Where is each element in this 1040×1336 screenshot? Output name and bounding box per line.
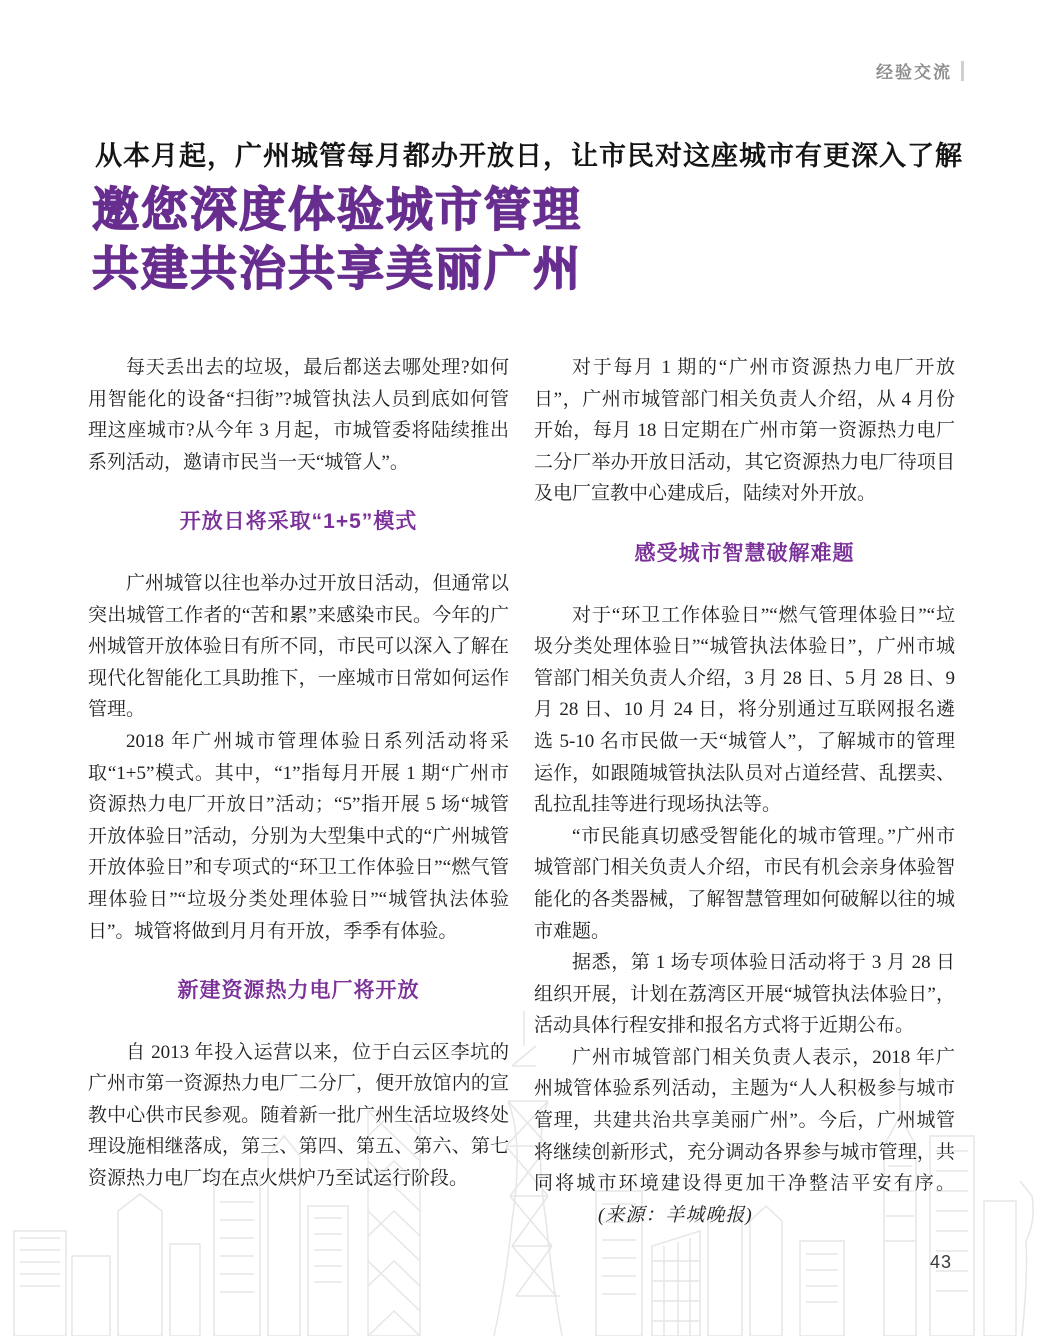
source-credit: (来源：羊城晚报) bbox=[598, 1204, 753, 1226]
paragraph: 广州城管以往也举办过开放日活动，但通常以突出城管工作者的“苦和累”来感染市民。今年的广州城管开放体验日有所不同，市民可以深入了解在现代化智能化工具助推下，一座城市日常如何运作管理。 bbox=[88, 572, 509, 721]
section-heading-new-plants: 新建资源热力电厂将开放 bbox=[177, 979, 420, 1003]
article-body bbox=[88, 352, 956, 1231]
left-column bbox=[88, 352, 509, 1231]
paragraph: 自 2013 年投入运营以来，位于白云区李坑的广州市第一资源热力电厂二分厂，便开放馆内的宣教中心供市民参观。随着新一批广州生活垃圾终处理设施相继落成，第三、第四、第五、第六、第七资源热力电厂均在点火烘炉乃至试运行阶段。 bbox=[88, 1041, 509, 1190]
title-line-1: 邀您深度体验城市管理 bbox=[92, 183, 582, 236]
title-line-2: 共建共治共享美丽广州 bbox=[92, 242, 582, 295]
paragraph: 对于每月 1 期的“广州市资源热力电厂开放日”，广州市城管部门相关负责人介绍，从 4 月份开始，每月 18 日定期在广州市第一资源热力电厂二分厂举办开放日活动，其它资源热力电厂待项目及电厂宣教中心建成后，陆续对外开放。 bbox=[534, 357, 955, 505]
page-number: 43 bbox=[929, 1252, 952, 1272]
paragraph-intro: 每天丢出去的垃圾，最后都送去哪处理?如何用智能化的设备“扫街”?城管执法人员到底如何管理这座城市?从今年 3 月起，市城管委将陆续推出系列活动，邀请市民当一天“城管人”。 bbox=[88, 357, 509, 473]
paragraph: 2018 年广州城市管理体验日系列活动将采取“1+5”模式。其中，“1”指每月开展 1 期“广州市资源热力电厂开放日”活动；“5”指开展 5 场“城管开放体验日”活动，分别为大型集中式的“广州城管开放体验日”和专项式的“环卫工作体验日”“燃气管理体验日”“垃圾分类处理体验日”“城管执法体验日”。城管将做到月月有开放，季季有体验。 bbox=[88, 730, 509, 942]
closing-text: 广州市城管部门相关负责人表示，2018 年广州城管体验系列活动，主题为“人人积极参与城市管理，共建共治共享美丽广州”。今后，广州城管将继续创新形式，充分调动各界参与城市管理，共同将城市环境建设得更加干净整洁平安有序。 bbox=[534, 1046, 955, 1195]
section-label: 经验交流 bbox=[876, 63, 952, 82]
paragraph-closing bbox=[534, 1042, 955, 1232]
article-title bbox=[92, 180, 582, 298]
section-heading-smart-city: 感受城市智慧破解难题 bbox=[634, 541, 855, 565]
paragraph: 据悉，第 1 场专项体验日活动将于 3 月 28 日组织开展，计划在荔湾区开展“城管执法体验日”，活动具体行程安排和报名方式将于近期公布。 bbox=[534, 952, 955, 1037]
running-head-rule bbox=[961, 61, 964, 81]
paragraph: 对于“环卫工作体验日”“燃气管理体验日”“垃圾分类处理体验日”“城管执法体验日”，广州市城管部门相关负责人介绍，3 月 28 日、5 月 28 日、9 月 28 日、10 月 24 日，将分别通过互联网报名遴选 5-10 名市民做一天“城管人”，了解城市的管理运作，如跟随城管执法队员对占道经营、乱摆卖、乱拉乱挂等进行现场执法等。 bbox=[534, 604, 955, 816]
article-kicker: 从本月起，广州城管每月都办开放日，让市民对这座城市有更深入了解 bbox=[95, 141, 963, 171]
right-column bbox=[534, 352, 955, 1231]
section-heading-open-day-mode: 开放日将采取“1+5”模式 bbox=[179, 510, 418, 534]
paragraph: “市民能真切感受智能化的城市管理。”广州市城管部门相关负责人介绍，市民有机会亲身体验智能化的各类器械，了解智慧管理如何破解以往的城市难题。 bbox=[534, 825, 955, 942]
running-head bbox=[876, 58, 964, 83]
